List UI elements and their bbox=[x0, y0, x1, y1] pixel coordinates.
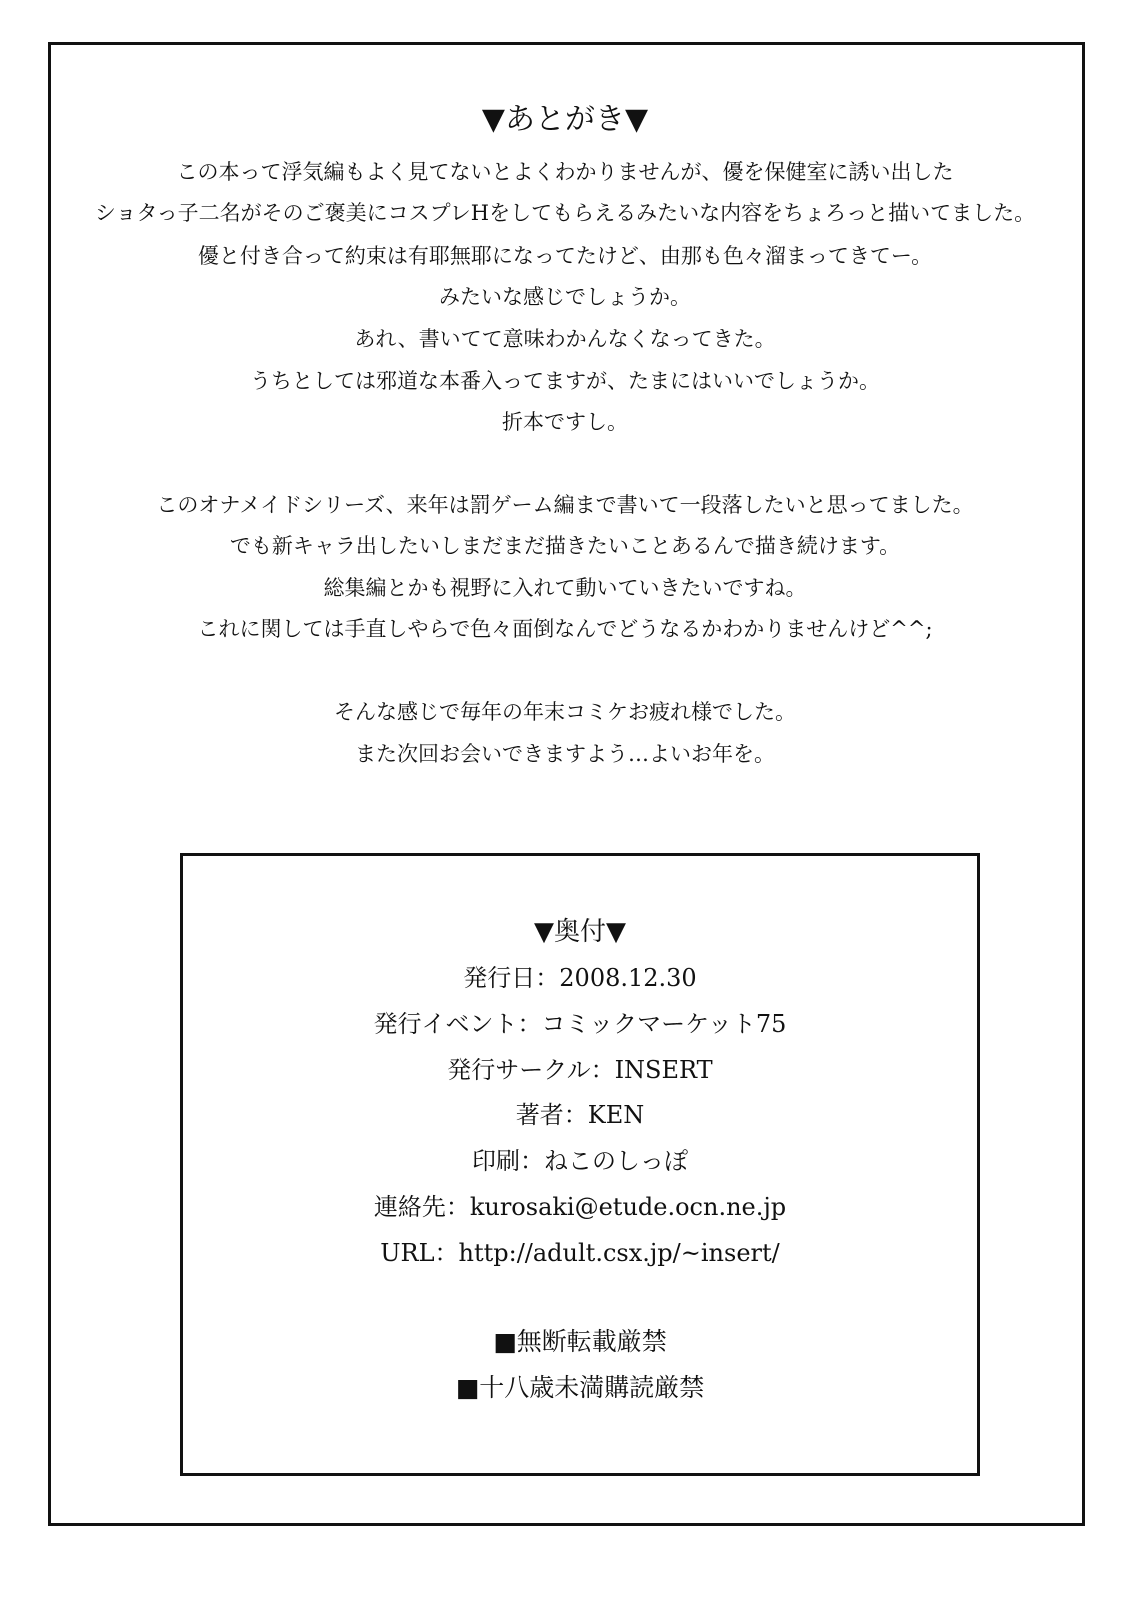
afterword-line: そんな感じで毎年の年末コミケお疲れ様でした。 bbox=[334, 700, 796, 724]
afterword-heading: ▼あとがき▼ bbox=[481, 102, 649, 137]
afterword-line: ショタっ子二名がそのご褒美にコスプレHをしてもらえるみたいな内容をちょろっと描いてました。 bbox=[94, 201, 1036, 225]
afterword-line: この本って浮気編もよく見てないとよくわかりませんが、優を保健室に誘い出した bbox=[176, 160, 954, 184]
afterword-line: また次回お会いできますよう…よいお年を。 bbox=[355, 742, 775, 766]
afterword-line: うちとしては邪道な本番入ってますが、たまにはいいでしょうか。 bbox=[250, 369, 880, 393]
publish-event: 発行イベント：コミックマーケット75 bbox=[373, 1010, 787, 1038]
no-reprint-notice: ■無断転載厳禁 bbox=[493, 1327, 667, 1356]
website-url: URL：http://adult.csx.jp/~insert/ bbox=[380, 1239, 780, 1267]
printer: 印刷：ねこのしっぽ bbox=[472, 1147, 688, 1175]
afterword-line: 総集編とかも視野に入れて動いていきたいですね。 bbox=[323, 576, 807, 600]
author: 著者：KEN bbox=[515, 1101, 645, 1129]
age-restriction-notice: ■十八歳未満購読厳禁 bbox=[455, 1373, 705, 1402]
contact-email: 連絡先：kurosaki@etude.ocn.ne.jp bbox=[373, 1193, 787, 1221]
afterword-line: あれ、書いてて意味わかんなくなってきた。 bbox=[354, 327, 776, 351]
afterword-line: でも新キャラ出したいしまだまだ描きたいことあるんで描き続けます。 bbox=[229, 534, 901, 558]
publish-date: 発行日：2008.12.30 bbox=[463, 964, 697, 992]
colophon-heading: ▼奥付▼ bbox=[534, 917, 626, 947]
afterword-line: みたいな感じでしょうか。 bbox=[439, 285, 691, 309]
afterword-line: これに関しては手直しやらで色々面倒なんでどうなるかわかりませんけど^^; bbox=[197, 617, 933, 641]
publish-circle: 発行サークル：INSERT bbox=[447, 1056, 713, 1084]
afterword-line: 優と付き合って約束は有耶無耶になってたけど、由那も色々溜まってきてー。 bbox=[197, 244, 933, 268]
afterword-line: 折本ですし。 bbox=[502, 410, 628, 434]
afterword-line: このオナメイドシリーズ、来年は罰ゲーム編まで書いて一段落したいと思ってました。 bbox=[156, 493, 974, 517]
